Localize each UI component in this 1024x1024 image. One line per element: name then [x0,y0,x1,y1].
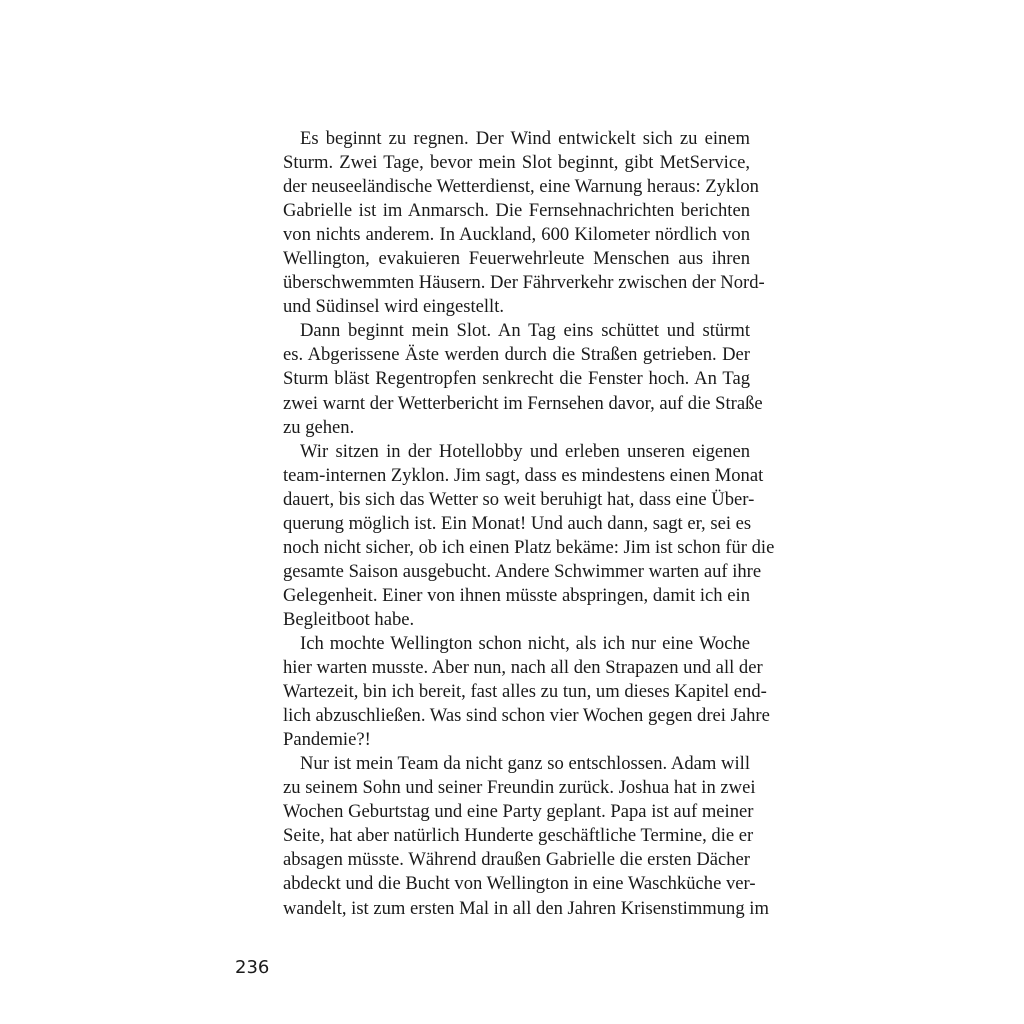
body-text [283,127,775,921]
paragraph [283,319,763,439]
text-line: zu gehen. [283,416,355,438]
text-line: zu seinem Sohn und seiner Freundin zurück. Joshua hat in zwei [283,777,756,799]
text-line: querung möglich ist. Ein Monat! Und auch dann, sagt er, sei es [283,512,752,534]
text-line: Gabrielle ist im Anmarsch. Die Fernsehnachrichten berichten [283,200,750,222]
paragraph [283,127,765,319]
text-line: zwei warnt der Wetterbericht im Fernsehen davor, auf die Straße [283,392,763,414]
text-line: Gelegenheit. Einer von ihnen müsste abspringen, damit ich ein [283,584,750,606]
paragraph [283,632,770,752]
text-line: hier warten musste. Aber nun, nach all den Strapazen und all der [283,657,763,679]
page-number: 236 [235,957,270,978]
text-line: und Südinsel wird eingestellt. [283,296,505,318]
text-line: Wochen Geburtstag und eine Party geplant. Papa ist auf meiner [283,801,754,823]
text-line: gesamte Saison ausgebucht. Andere Schwimmer warten auf ihre [283,560,762,582]
text-line: Es beginnt zu regnen. Der Wind entwickelt sich zu einem [300,128,750,149]
text-line: Wellington, evakuieren Feuerwehrleute Menschen aus ihren [283,248,750,270]
text-line: Ich mochte Wellington schon nicht, als ich nur eine Woche [300,632,750,654]
text-line: Sturm bläst Regentropfen senkrecht die Fenster hoch. An Tag [283,368,750,390]
text-line: Dann beginnt mein Slot. An Tag eins schüttet und stürmt [300,320,750,342]
text-line: überschwemmten Häusern. Der Fährverkehr zwischen der Nord- [283,272,765,294]
text-line: von nichts anderem. In Auckland, 600 Kilometer nördlich von [283,224,750,246]
text-line: der neuseeländische Wetterdienst, eine Warnung heraus: Zyklon [283,176,759,198]
paragraph [283,752,769,920]
text-line: lich abzuschließen. Was sind schon vier Wochen gegen drei Jahre [283,705,770,727]
text-line: Seite, hat aber natürlich Hunderte geschäftliche Termine, die er [283,825,754,847]
text-line: abdeckt und die Bucht von Wellington in eine Waschküche ver- [283,873,756,895]
text-line: Sturm. Zwei Tage, bevor mein Slot beginnt, gibt MetService, [283,152,750,174]
text-line: Pandemie?! [283,729,371,751]
text-line: Wartezeit, bin ich bereit, fast alles zu tun, um dieses Kapitel end- [283,681,767,703]
text-line: dauert, bis sich das Wetter so weit beruhigt hat, dass eine Über- [283,488,755,510]
text-line: wandelt, ist zum ersten Mal in all den Jahren Krisenstimmung im [283,897,769,919]
text-line: team-internen Zyklon. Jim sagt, dass es mindestens einen Monat [283,464,764,486]
text-line: es. Abgerissene Äste werden durch die Straßen getrieben. Der [283,344,750,366]
text-line: Wir sitzen in der Hotellobby und erleben unseren eigenen [300,440,750,462]
paragraph [283,440,775,632]
text-line: Begleitboot habe. [283,608,415,630]
text-line: noch nicht sicher, ob ich einen Platz bekäme: Jim ist schon für die [283,536,775,558]
text-line: Nur ist mein Team da nicht ganz so entschlossen. Adam will [300,753,750,775]
text-line: absagen müsste. Während draußen Gabrielle die ersten Dächer [283,849,750,871]
